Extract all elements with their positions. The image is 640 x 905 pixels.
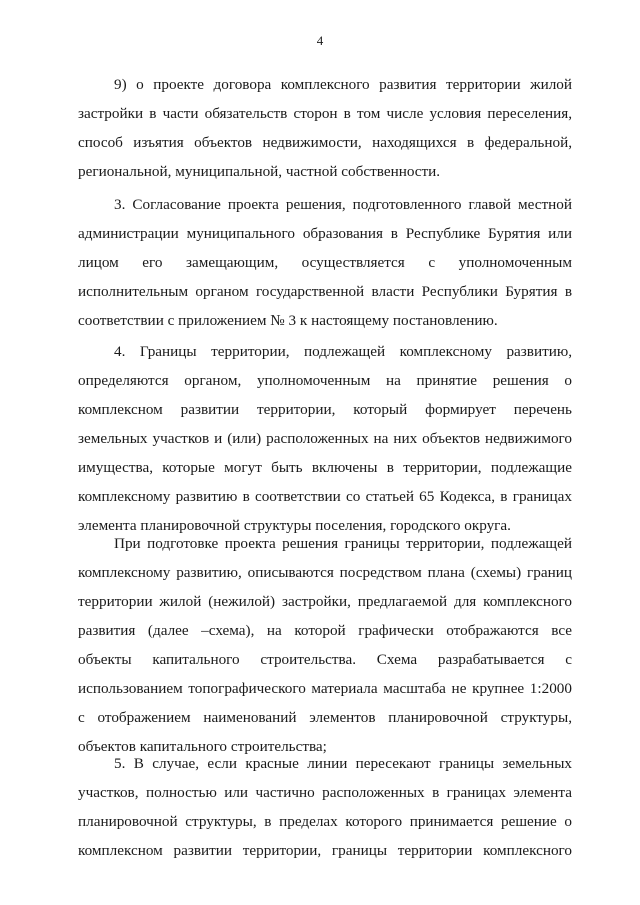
paragraph-line: участков, полностью или частично расположенных в границах элемента xyxy=(78,784,572,801)
paragraph-line: определяются органом, уполномоченным на принятие решения о xyxy=(78,372,572,389)
paragraph-line: комплексном развитии территории, который формирует перечень xyxy=(78,401,572,418)
paragraph-line: элемента планировочной структуры поселения, городского округа. xyxy=(78,517,511,534)
paragraph-line: застройки в части обязательств сторон в том числе условия переселения, xyxy=(78,105,572,122)
paragraph-item-9 xyxy=(78,70,572,186)
paragraph-line: объектов капитального строительства; xyxy=(78,738,327,755)
paragraph-line: способ изъятия объектов недвижимости, находящихся в федеральной, xyxy=(78,134,572,151)
paragraph-line: соответствии с приложением № 3 к настоящему постановлению. xyxy=(78,312,498,329)
paragraph-section-3 xyxy=(78,190,572,335)
paragraph-line: 5. В случае, если красные линии пересекают границы земельных xyxy=(114,755,572,772)
paragraph-line: администрации муниципального образования в Республике Бурятия или xyxy=(78,225,572,242)
paragraph-line: 3. Согласование проекта решения, подготовленного главой местной xyxy=(114,196,572,213)
paragraph-line: с отображением наименований элементов планировочной структуры, xyxy=(78,709,572,726)
paragraph-line: 4. Границы территории, подлежащей комплексному развитию, xyxy=(114,343,572,360)
paragraph-line: исполнительным органом государственной власти Республики Бурятия в xyxy=(78,283,572,300)
paragraph-section-4 xyxy=(78,337,572,540)
paragraph-line: комплексному развитию в соответствии со статьей 65 Кодекса, в границах xyxy=(78,488,572,505)
paragraph-scheme xyxy=(78,529,572,761)
paragraph-section-5 xyxy=(78,749,572,865)
paragraph-line: 9) о проекте договора комплексного развития территории жилой xyxy=(114,76,572,93)
paragraph-line: земельных участков и (или) расположенных на них объектов недвижимого xyxy=(78,430,572,447)
paragraph-line: планировочной структуры, в пределах которого принимается решение о xyxy=(78,813,572,830)
paragraph-line: территории жилой (нежилой) застройки, предлагаемой для комплексного xyxy=(78,593,572,610)
paragraph-line: При подготовке проекта решения границы территории, подлежащей xyxy=(114,535,572,552)
paragraph-line: развития (далее –схема), на которой графически отображаются все xyxy=(78,622,572,639)
paragraph-line: комплексному развитию, описываются посредством плана (схемы) границ xyxy=(78,564,572,581)
paragraph-line: комплексном развитии территории, границы территории комплексного xyxy=(78,842,572,859)
paragraph-line: региональной, муниципальной, частной собственности. xyxy=(78,163,441,180)
paragraph-line: использованием топографического материала масштаба не крупнее 1:2000 xyxy=(78,680,572,697)
paragraph-line: лицом его замещающим, осуществляется с уполномоченным xyxy=(78,254,572,271)
paragraph-line: объекты капитального строительства. Схема разрабатывается с xyxy=(78,651,572,668)
page-number: 4 xyxy=(316,33,324,48)
paragraph-line: имущества, которые могут быть включены в территории, подлежащие xyxy=(78,459,572,476)
